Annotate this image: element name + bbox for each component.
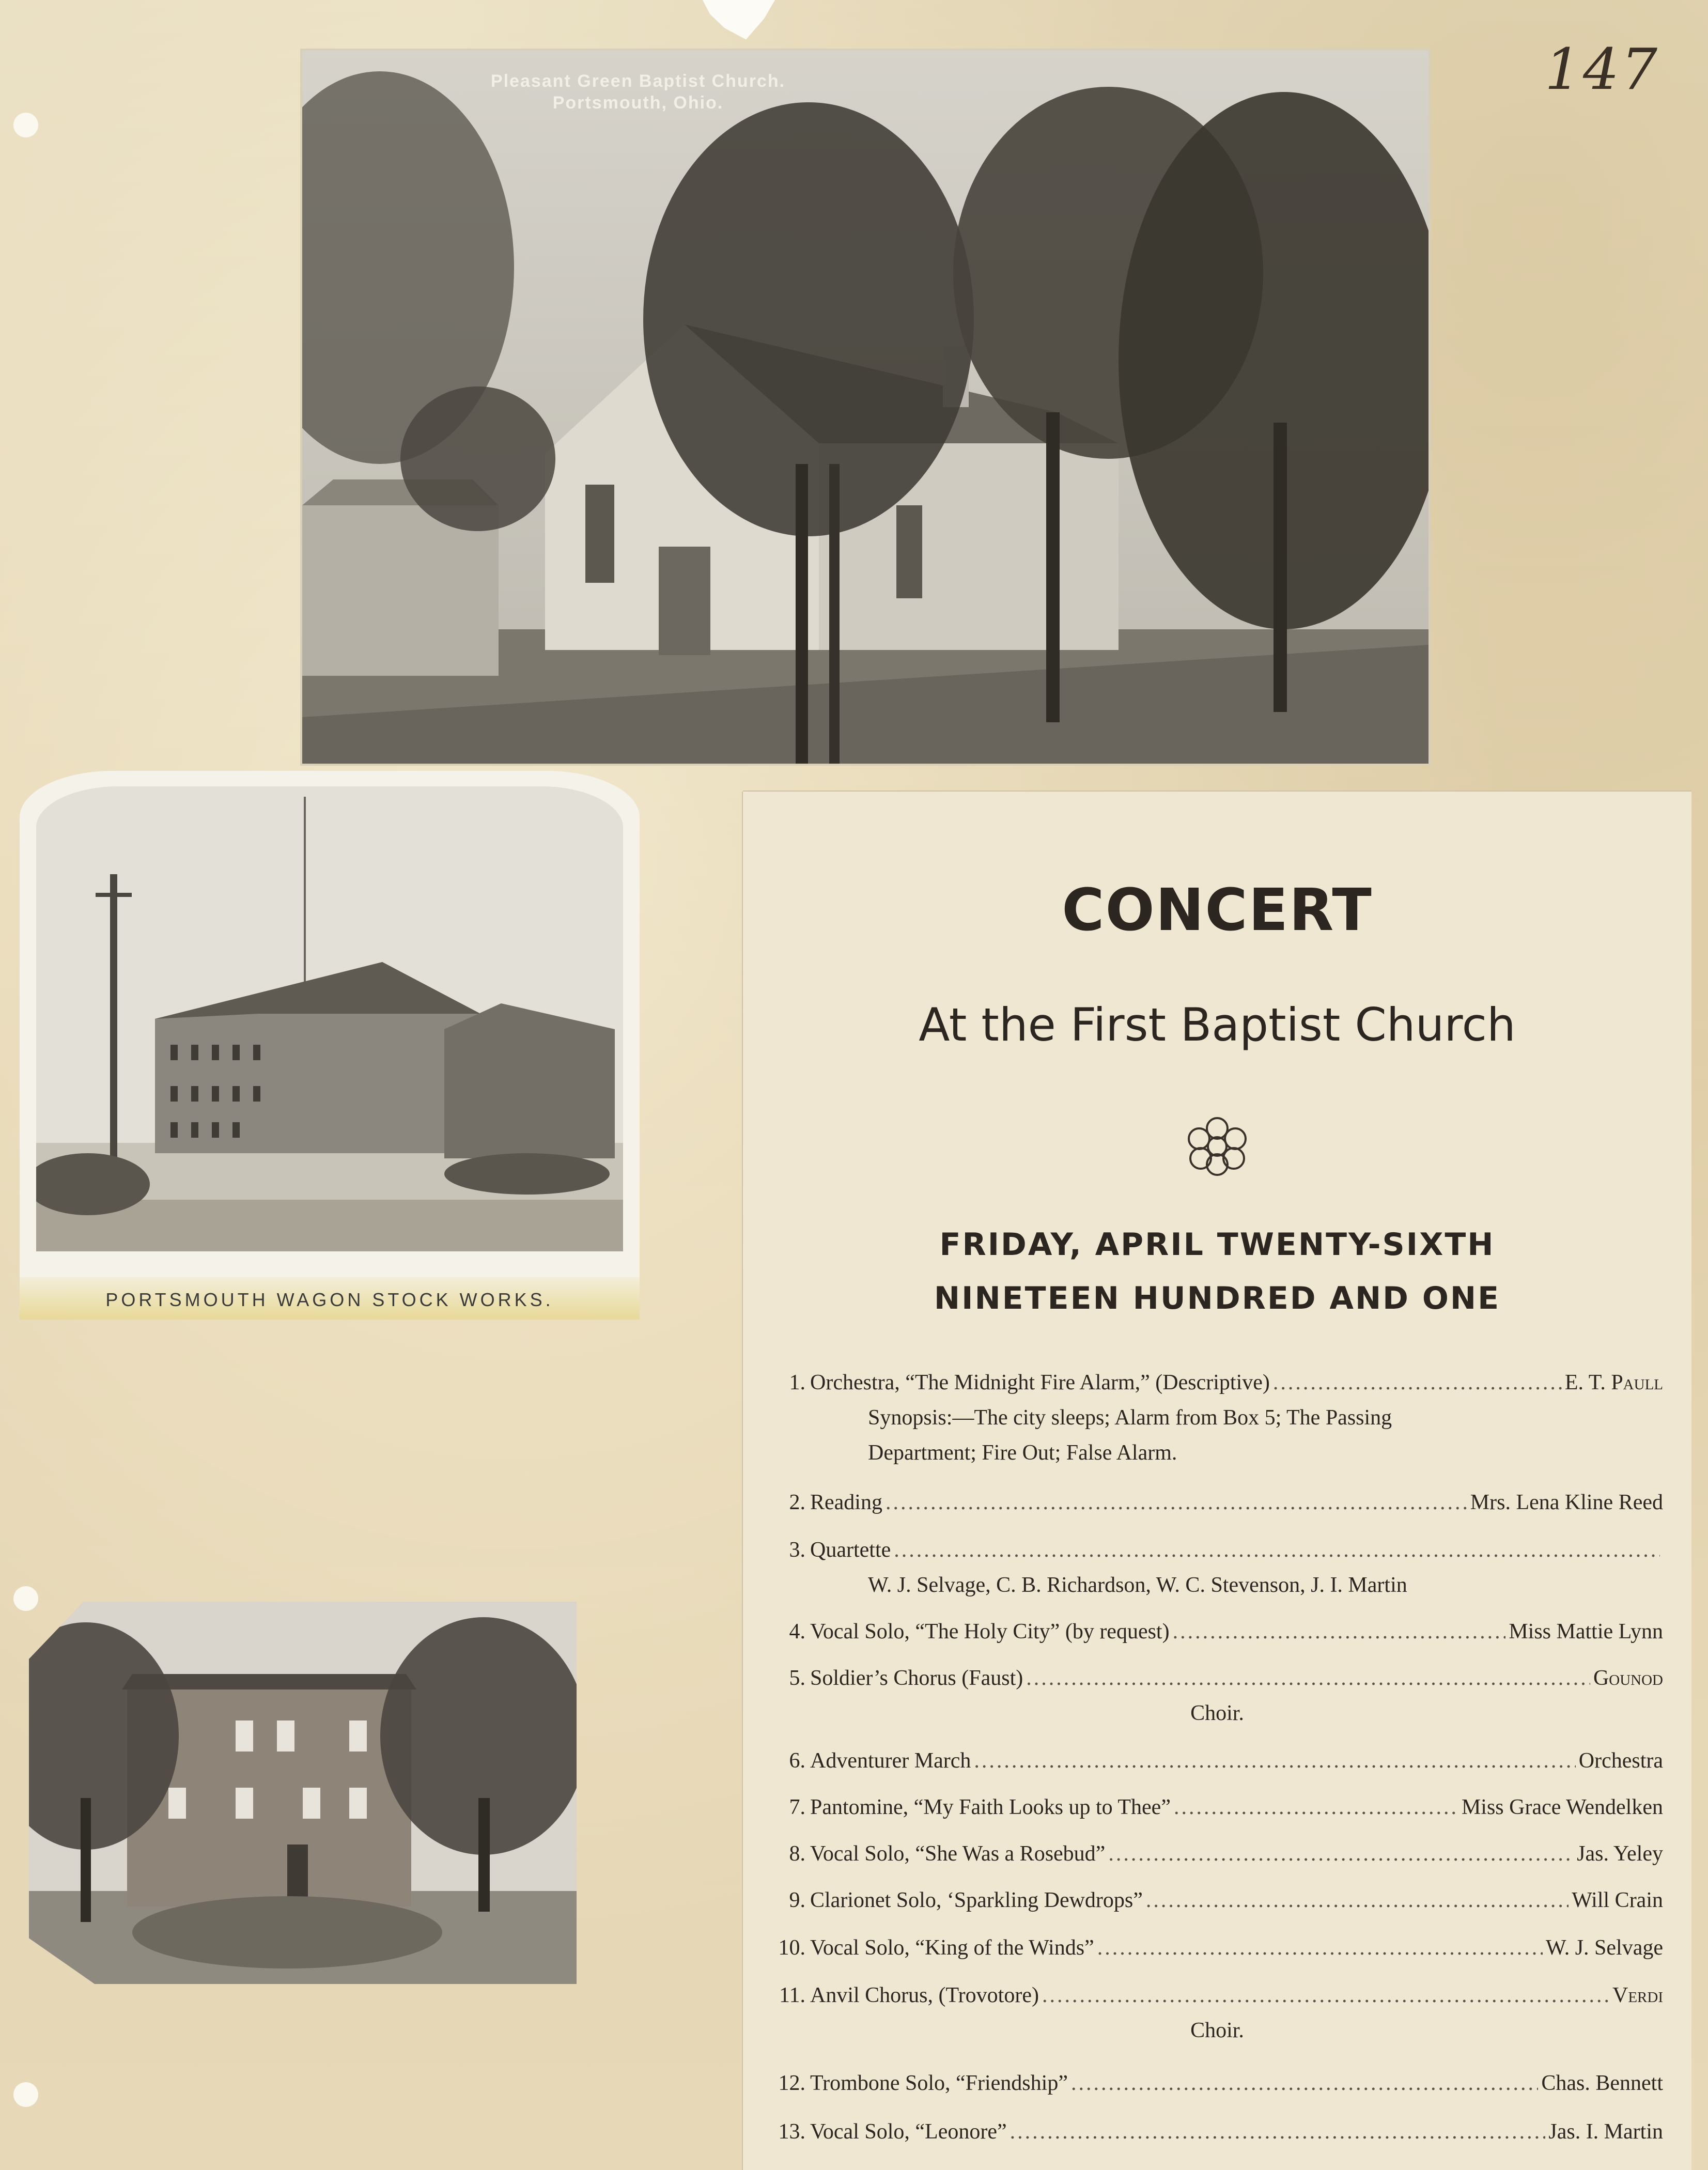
item-title: Trombone Solo, “Friendship” (810, 2071, 1068, 2095)
item-number: 9. (789, 1888, 805, 1912)
item-title: Clarionet Solo, ‘Sparkling Dewdrops” (810, 1888, 1143, 1912)
leader-dots (1097, 1935, 1543, 1960)
wagon-works-image (36, 786, 623, 1251)
item-number: 7. (789, 1795, 805, 1819)
item-number: 4. (789, 1620, 805, 1644)
leader-dots (1026, 1666, 1590, 1691)
brick-house-image (29, 1602, 577, 1984)
item-performer: Miss Grace Wendelken (1461, 1795, 1663, 1819)
church-postcard-photo (302, 51, 1428, 764)
leader-dots (1146, 1888, 1569, 1913)
item-number: 2. (789, 1491, 805, 1514)
item-title: Anvil Chorus, (Trovotore) (810, 1983, 1039, 2007)
item-title: Pantomine, “My Faith Looks up to Thee” (810, 1795, 1171, 1819)
item-performer: Orchestra (1578, 1749, 1663, 1773)
item-number: 12. (778, 2071, 805, 2095)
item-title: Vocal Solo, “Leonore” (810, 2120, 1007, 2144)
postcard-caption-line2: Portsmouth, Ohio. (552, 93, 724, 113)
item-title: Soldier’s Chorus (Faust) (810, 1666, 1023, 1690)
leader-dots (1071, 2071, 1538, 2096)
leader-dots (1273, 1370, 1562, 1395)
item-title: Reading (810, 1491, 882, 1514)
postcard-caption-line1: Pleasant Green Baptist Church. (490, 71, 786, 91)
item-performer: E. T. Paull (1564, 1371, 1663, 1394)
item-number: 5. (789, 1666, 805, 1690)
wagon-works-caption: PORTSMOUTH WAGON STOCK WORKS. (105, 1289, 554, 1310)
item-note: Department; Fire Out; False Alarm. (868, 1441, 1177, 1465)
leader-dots (1108, 1841, 1574, 1866)
brick-house-illustration (29, 1602, 577, 1984)
flower-ornament-icon (1176, 1108, 1259, 1185)
punch-hole (13, 113, 38, 137)
date-line1: FRIDAY, APRIL TWENTY-SIXTH (939, 1227, 1495, 1263)
item-title: Vocal Solo, “She Was a Rosebud” (810, 1842, 1106, 1866)
leader-dots (974, 1748, 1575, 1773)
item-number: 1. (789, 1371, 805, 1394)
item-number: 11. (779, 1983, 805, 2007)
item-note: W. J. Selvage, C. B. Richardson, W. C. Stevenson, J. I. Martin (868, 1573, 1407, 1597)
item-number: 13. (778, 2120, 805, 2144)
item-center-note: Choir. (1190, 1701, 1244, 1725)
item-title: Orchestra, “The Midnight Fire Alarm,” (Descriptive) (810, 1371, 1270, 1394)
item-number: 10. (778, 1936, 805, 1960)
leader-dots (1010, 2119, 1546, 2144)
item-performer: Chas. Bennett (1541, 2071, 1663, 2095)
item-number: 3. (789, 1538, 805, 1562)
item-title: Vocal Solo, “King of the Winds” (810, 1936, 1094, 1960)
item-performer: W. J. Selvage (1545, 1936, 1663, 1960)
leader-dots (894, 1538, 1660, 1562)
program-subtitle: At the First Baptist Church (919, 998, 1516, 1051)
item-performer: Jas. I. Martin (1548, 2120, 1663, 2144)
item-performer: Miss Mattie Lynn (1509, 1620, 1663, 1644)
page-number: 147 (1545, 36, 1659, 102)
punch-hole (13, 1586, 38, 1611)
wagon-works-illustration (20, 771, 640, 1320)
date-line2: NINETEEN HUNDRED AND ONE (934, 1280, 1501, 1316)
item-number: 6. (789, 1749, 805, 1773)
item-performer: Jas. Yeley (1577, 1842, 1663, 1866)
punch-hole (13, 2082, 38, 2107)
item-performer: Verdi (1612, 1983, 1663, 2007)
leader-dots (1173, 1619, 1506, 1644)
item-title: Adventurer March (810, 1749, 971, 1773)
item-title: Quartette (810, 1538, 891, 1562)
leader-dots (1174, 1795, 1458, 1820)
item-number: 8. (789, 1842, 805, 1866)
item-center-note: Choir. (1190, 2019, 1244, 2042)
leader-dots (1042, 1983, 1609, 2008)
program-title: CONCERT (1062, 877, 1373, 944)
item-performer: Gounod (1593, 1666, 1663, 1690)
leader-dots (886, 1490, 1467, 1515)
concert-program (743, 792, 1691, 2170)
item-performer: Mrs. Lena Kline Reed (1470, 1491, 1663, 1514)
torn-corner (703, 0, 775, 47)
item-note: Synopsis:—The city sleeps; Alarm from Box 5; The Passing (868, 1406, 1392, 1430)
item-title: Vocal Solo, “The Holy City” (by request) (810, 1620, 1170, 1644)
item-performer: Will Crain (1572, 1888, 1663, 1912)
